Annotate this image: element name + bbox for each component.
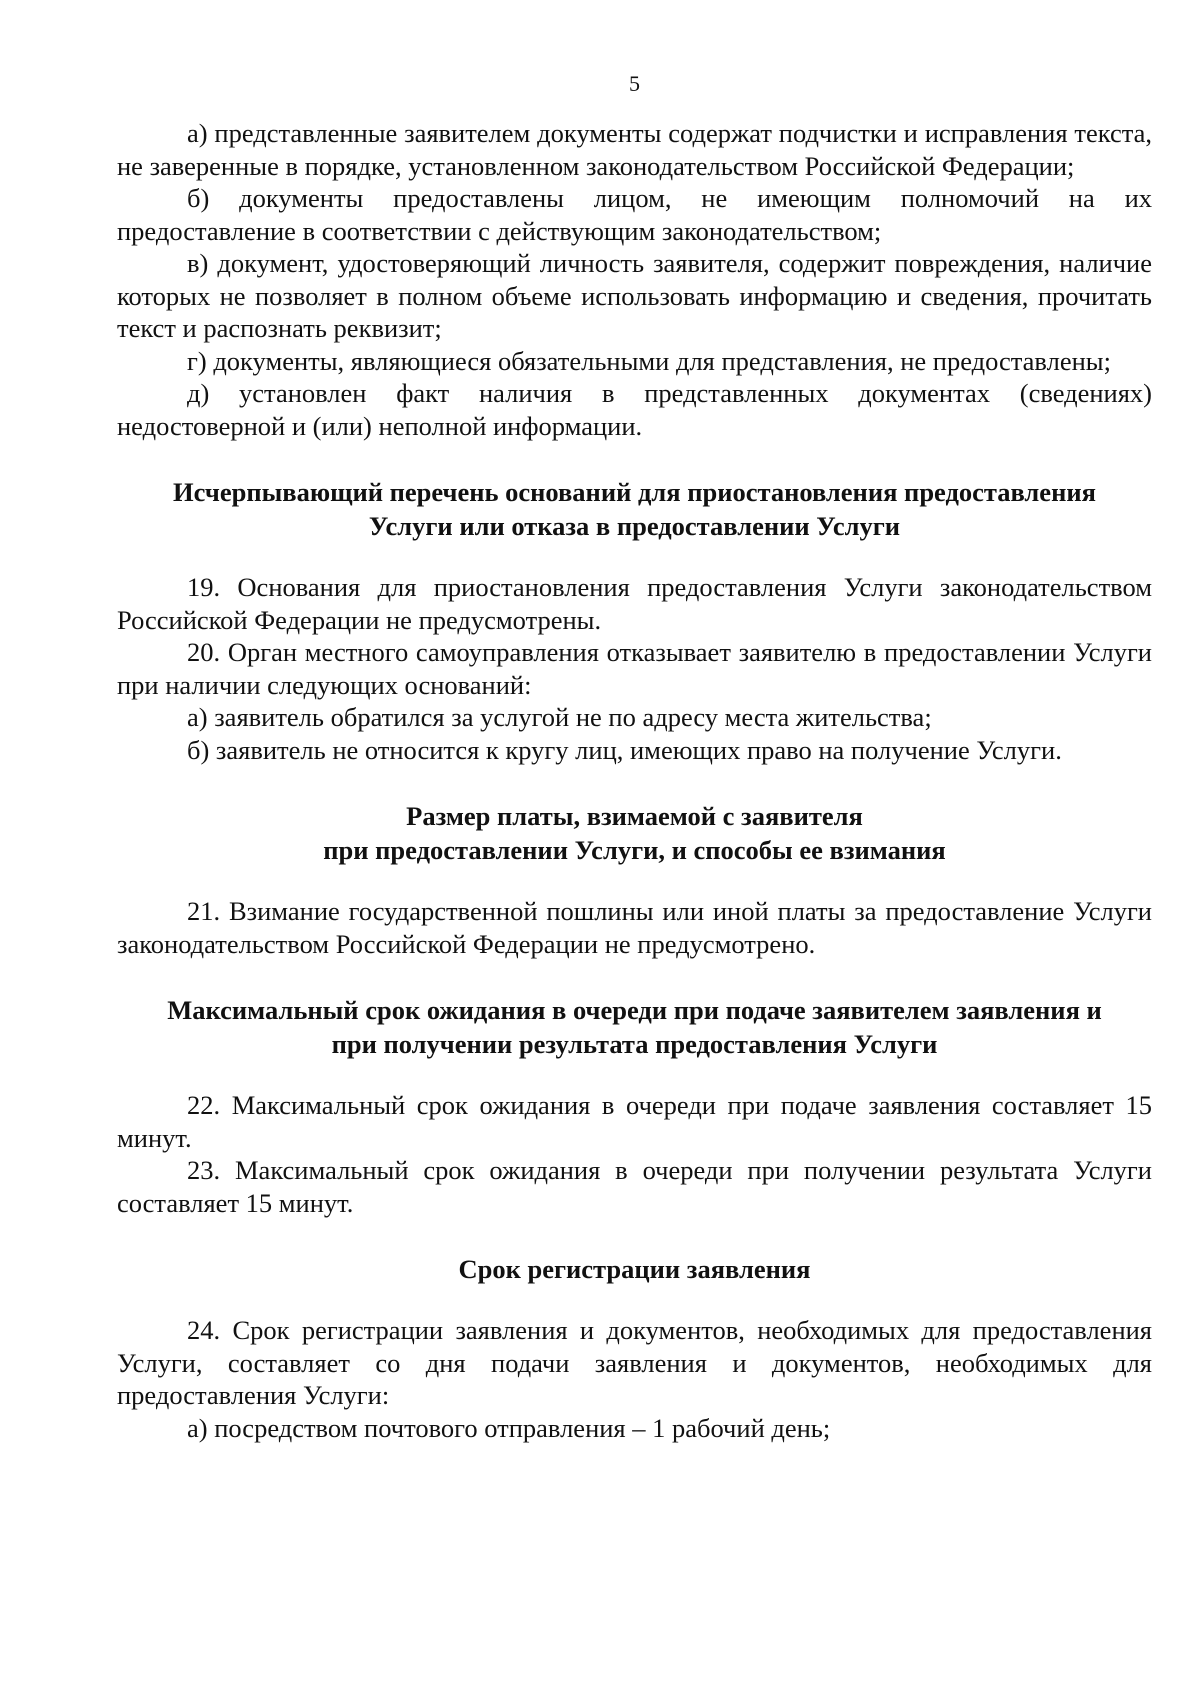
heading-fee-line1: Размер платы, взимаемой с заявителя	[406, 801, 863, 831]
heading-fee-line2: при предоставлении Услуги, и способы ее взимания	[323, 835, 946, 865]
heading-queue-line2: при получении результата предоставления Услуги	[331, 1029, 938, 1059]
paragraph-21: 21. Взимание государственной пошлины или иной платы за предоставление Услуги законодательством Российской Федерации не предусмотрено.	[117, 896, 1152, 959]
heading-suspension-line1: Исчерпывающий перечень оснований для приостановления предоставления	[173, 477, 1096, 507]
spacer	[117, 1286, 1152, 1314]
spacer	[117, 766, 1152, 799]
document-body	[117, 117, 1152, 1444]
paragraph-grounds-g: г) документы, являющиеся обязательными для представления, не предоставлены;	[187, 345, 1111, 376]
paragraph-grounds-v: в) документ, удостоверяющий личность заявителя, содержит повреждения, наличие которых не позволяет в полном объеме использовать информацию и сведения, прочитать текст и распознать реквизит;	[117, 248, 1152, 343]
paragraph-grounds-d: д) установлен факт наличия в представленных документах (сведениях) недостоверной и (или) неполной информации.	[117, 378, 1152, 441]
paragraph-20-b: б) заявитель не относится к кругу лиц, имеющих право на получение Услуги.	[187, 734, 1062, 765]
paragraph-23: 23. Максимальный срок ожидания в очереди при получении результата Услуги составляет 15 минут.	[117, 1155, 1152, 1218]
paragraph-19: 19. Основания для приостановления предоставления Услуги законодательством Российской Федерации не предусмотрены.	[117, 572, 1152, 635]
heading-registration: Срок регистрации заявления	[458, 1254, 811, 1284]
page-number: 5	[629, 71, 640, 96]
paragraph-20-a: а) заявитель обратился за услугой не по адресу места жительства;	[187, 702, 932, 732]
spacer	[117, 543, 1152, 571]
paragraph-grounds-b: б) документы предоставлены лицом, не имеющим полномочий на их предоставление в соответствии с действующим законодательством;	[117, 183, 1152, 246]
spacer	[117, 1219, 1152, 1252]
paragraph-grounds-a: а) представленные заявителем документы содержат подчистки и исправления текста, не заверенные в порядке, установленном законодательством Российской Федерации;	[117, 118, 1152, 181]
paragraph-22: 22. Максимальный срок ожидания в очереди при подаче заявления составляет 15 минут.	[117, 1090, 1152, 1153]
heading-suspension-line2: Услуги или отказа в предоставлении Услуги	[368, 511, 901, 541]
heading-queue-line1: Максимальный срок ожидания в очереди при подаче заявителем заявления и	[167, 995, 1102, 1025]
spacer	[117, 442, 1152, 475]
spacer	[117, 1061, 1152, 1089]
paragraph-20: 20. Орган местного самоуправления отказывает заявителю в предоставлении Услуги при наличии следующих оснований:	[117, 637, 1152, 700]
spacer	[117, 960, 1152, 993]
paragraph-24: 24. Срок регистрации заявления и документов, необходимых для предоставления Услуги, составляет со дня подачи заявления и документов, необходимых для предоставления Услуги:	[117, 1315, 1152, 1410]
spacer	[117, 867, 1152, 895]
paragraph-24-a: а) посредством почтового отправления – 1 рабочий день;	[187, 1412, 831, 1443]
